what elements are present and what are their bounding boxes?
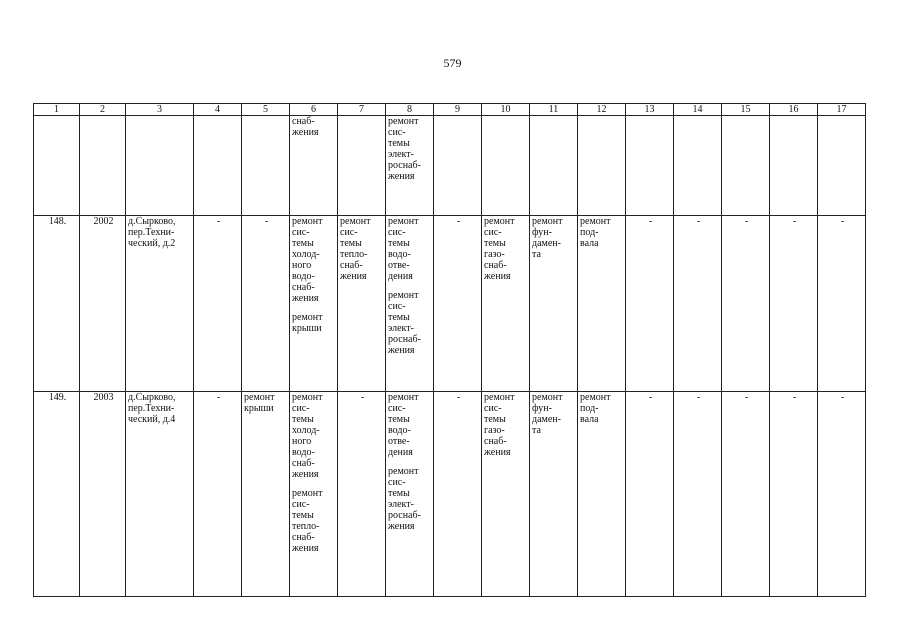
empty-dash-cell (722, 216, 770, 392)
row-number (34, 392, 80, 597)
cell-text: ремонт крыши (292, 312, 323, 334)
column-header-5: 5 (242, 104, 290, 116)
empty-dash-cell (626, 392, 674, 597)
cell-text: д.Сырково, пер.Техни- ческий, д.4 (128, 392, 176, 425)
cell-text: 2003 (93, 392, 114, 403)
year-cell (80, 216, 126, 392)
empty-dash-cell (770, 216, 818, 392)
cell-text: 149. (48, 392, 67, 403)
cell-text: - (840, 216, 845, 227)
column-header-16: 16 (770, 104, 818, 116)
cell-text: ремонт сис- темы элект- роснаб- жения (388, 290, 421, 356)
cell-text: 148. (48, 216, 67, 227)
empty-dash-cell (242, 216, 290, 392)
column-header-2: 2 (80, 104, 126, 116)
cell-text: - (840, 392, 845, 403)
column-header-13: 13 (626, 104, 674, 116)
cell-text: - (360, 392, 365, 403)
header-row (34, 104, 866, 116)
work-cell-11 (530, 392, 578, 597)
cell-text: - (744, 216, 749, 227)
cell-text: - (216, 216, 221, 227)
column-header-15: 15 (722, 104, 770, 116)
column-header-7: 7 (338, 104, 386, 116)
work-cell-10 (482, 216, 530, 392)
cell-text: ремонт сис- темы элект- роснаб- жения (388, 466, 421, 532)
empty-dash-cell (818, 392, 866, 597)
work-cell-8 (386, 392, 434, 597)
repair-schedule-table (33, 103, 866, 597)
column-header-9: 9 (434, 104, 482, 116)
year-cell (80, 392, 126, 597)
column-header-10: 10 (482, 104, 530, 116)
column-header-3: 3 (126, 104, 194, 116)
column-header-17: 17 (818, 104, 866, 116)
cell-text: ремонт сис- темы водо- отве- дения (388, 216, 419, 282)
work-cell-12 (578, 392, 626, 597)
cell-text: - (792, 216, 797, 227)
cell-text: ремонт сис- темы холод- ного водо- снаб- жения (292, 392, 323, 480)
empty-dash-cell (626, 216, 674, 392)
address-cell (126, 392, 194, 597)
table-row (34, 216, 866, 392)
empty-dash-cell (770, 392, 818, 597)
row-number (34, 216, 80, 392)
column-header-8: 8 (386, 104, 434, 116)
cell-text: ремонт сис- темы газо- снаб- жения (484, 216, 515, 282)
cell-text: снаб- жения (292, 116, 319, 138)
cell-text: ремонт сис- темы газо- снаб- жения (484, 392, 515, 458)
cell-text: д.Сырково, пер.Техни- ческий, д.2 (128, 216, 176, 249)
work-cell-11 (530, 216, 578, 392)
cell-text: ремонт под- вала (580, 216, 611, 249)
cell-text: - (456, 392, 461, 403)
cell-text: ремонт сис- темы элект- роснаб- жения (388, 116, 421, 182)
cont-cell-6 (290, 116, 338, 216)
work-cell-8 (386, 216, 434, 392)
empty-dash-cell (674, 392, 722, 597)
cell-text: - (216, 392, 221, 403)
cell-text: - (648, 392, 653, 403)
cell-text: ремонт фун- дамен- та (532, 392, 563, 436)
column-header-12: 12 (578, 104, 626, 116)
cell-text: - (792, 392, 797, 403)
cell-text: ремонт сис- темы холод- ного водо- снаб- жения (292, 216, 323, 304)
column-header-14: 14 (674, 104, 722, 116)
table-row (34, 392, 866, 597)
work-cell-5 (242, 392, 290, 597)
cell-text: ремонт фун- дамен- та (532, 216, 563, 260)
empty-dash-cell (194, 392, 242, 597)
page-number: 579 (443, 56, 462, 70)
cell-text: 2002 (93, 216, 114, 227)
cell-text: - (744, 392, 749, 403)
cell-text: ремонт под- вала (580, 392, 611, 425)
column-header-6: 6 (290, 104, 338, 116)
column-header-1: 1 (34, 104, 80, 116)
address-cell (126, 216, 194, 392)
empty-dash-cell (194, 216, 242, 392)
empty-dash-cell (434, 216, 482, 392)
column-header-4: 4 (194, 104, 242, 116)
work-cell-6 (290, 216, 338, 392)
cell-text: - (696, 216, 701, 227)
empty-dash-cell (434, 392, 482, 597)
continuation-row (34, 116, 866, 216)
cell-text: ремонт крыши (244, 392, 275, 414)
empty-dash-cell (818, 216, 866, 392)
empty-dash-cell (338, 392, 386, 597)
column-header-11: 11 (530, 104, 578, 116)
cell-text: - (456, 216, 461, 227)
empty-dash-cell (674, 216, 722, 392)
cell-text: - (648, 216, 653, 227)
empty-dash-cell (722, 392, 770, 597)
work-cell-6 (290, 392, 338, 597)
cell-text: ремонт сис- темы водо- отве- дения (388, 392, 419, 458)
work-cell-7 (338, 216, 386, 392)
cell-text: - (264, 216, 269, 227)
cont-cell-8 (386, 116, 434, 216)
cell-text: - (696, 392, 701, 403)
work-cell-12 (578, 216, 626, 392)
cell-text: ремонт сис- темы тепло- снаб- жения (292, 488, 323, 554)
cell-text: ремонт сис- темы тепло- снаб- жения (340, 216, 371, 282)
work-cell-10 (482, 392, 530, 597)
